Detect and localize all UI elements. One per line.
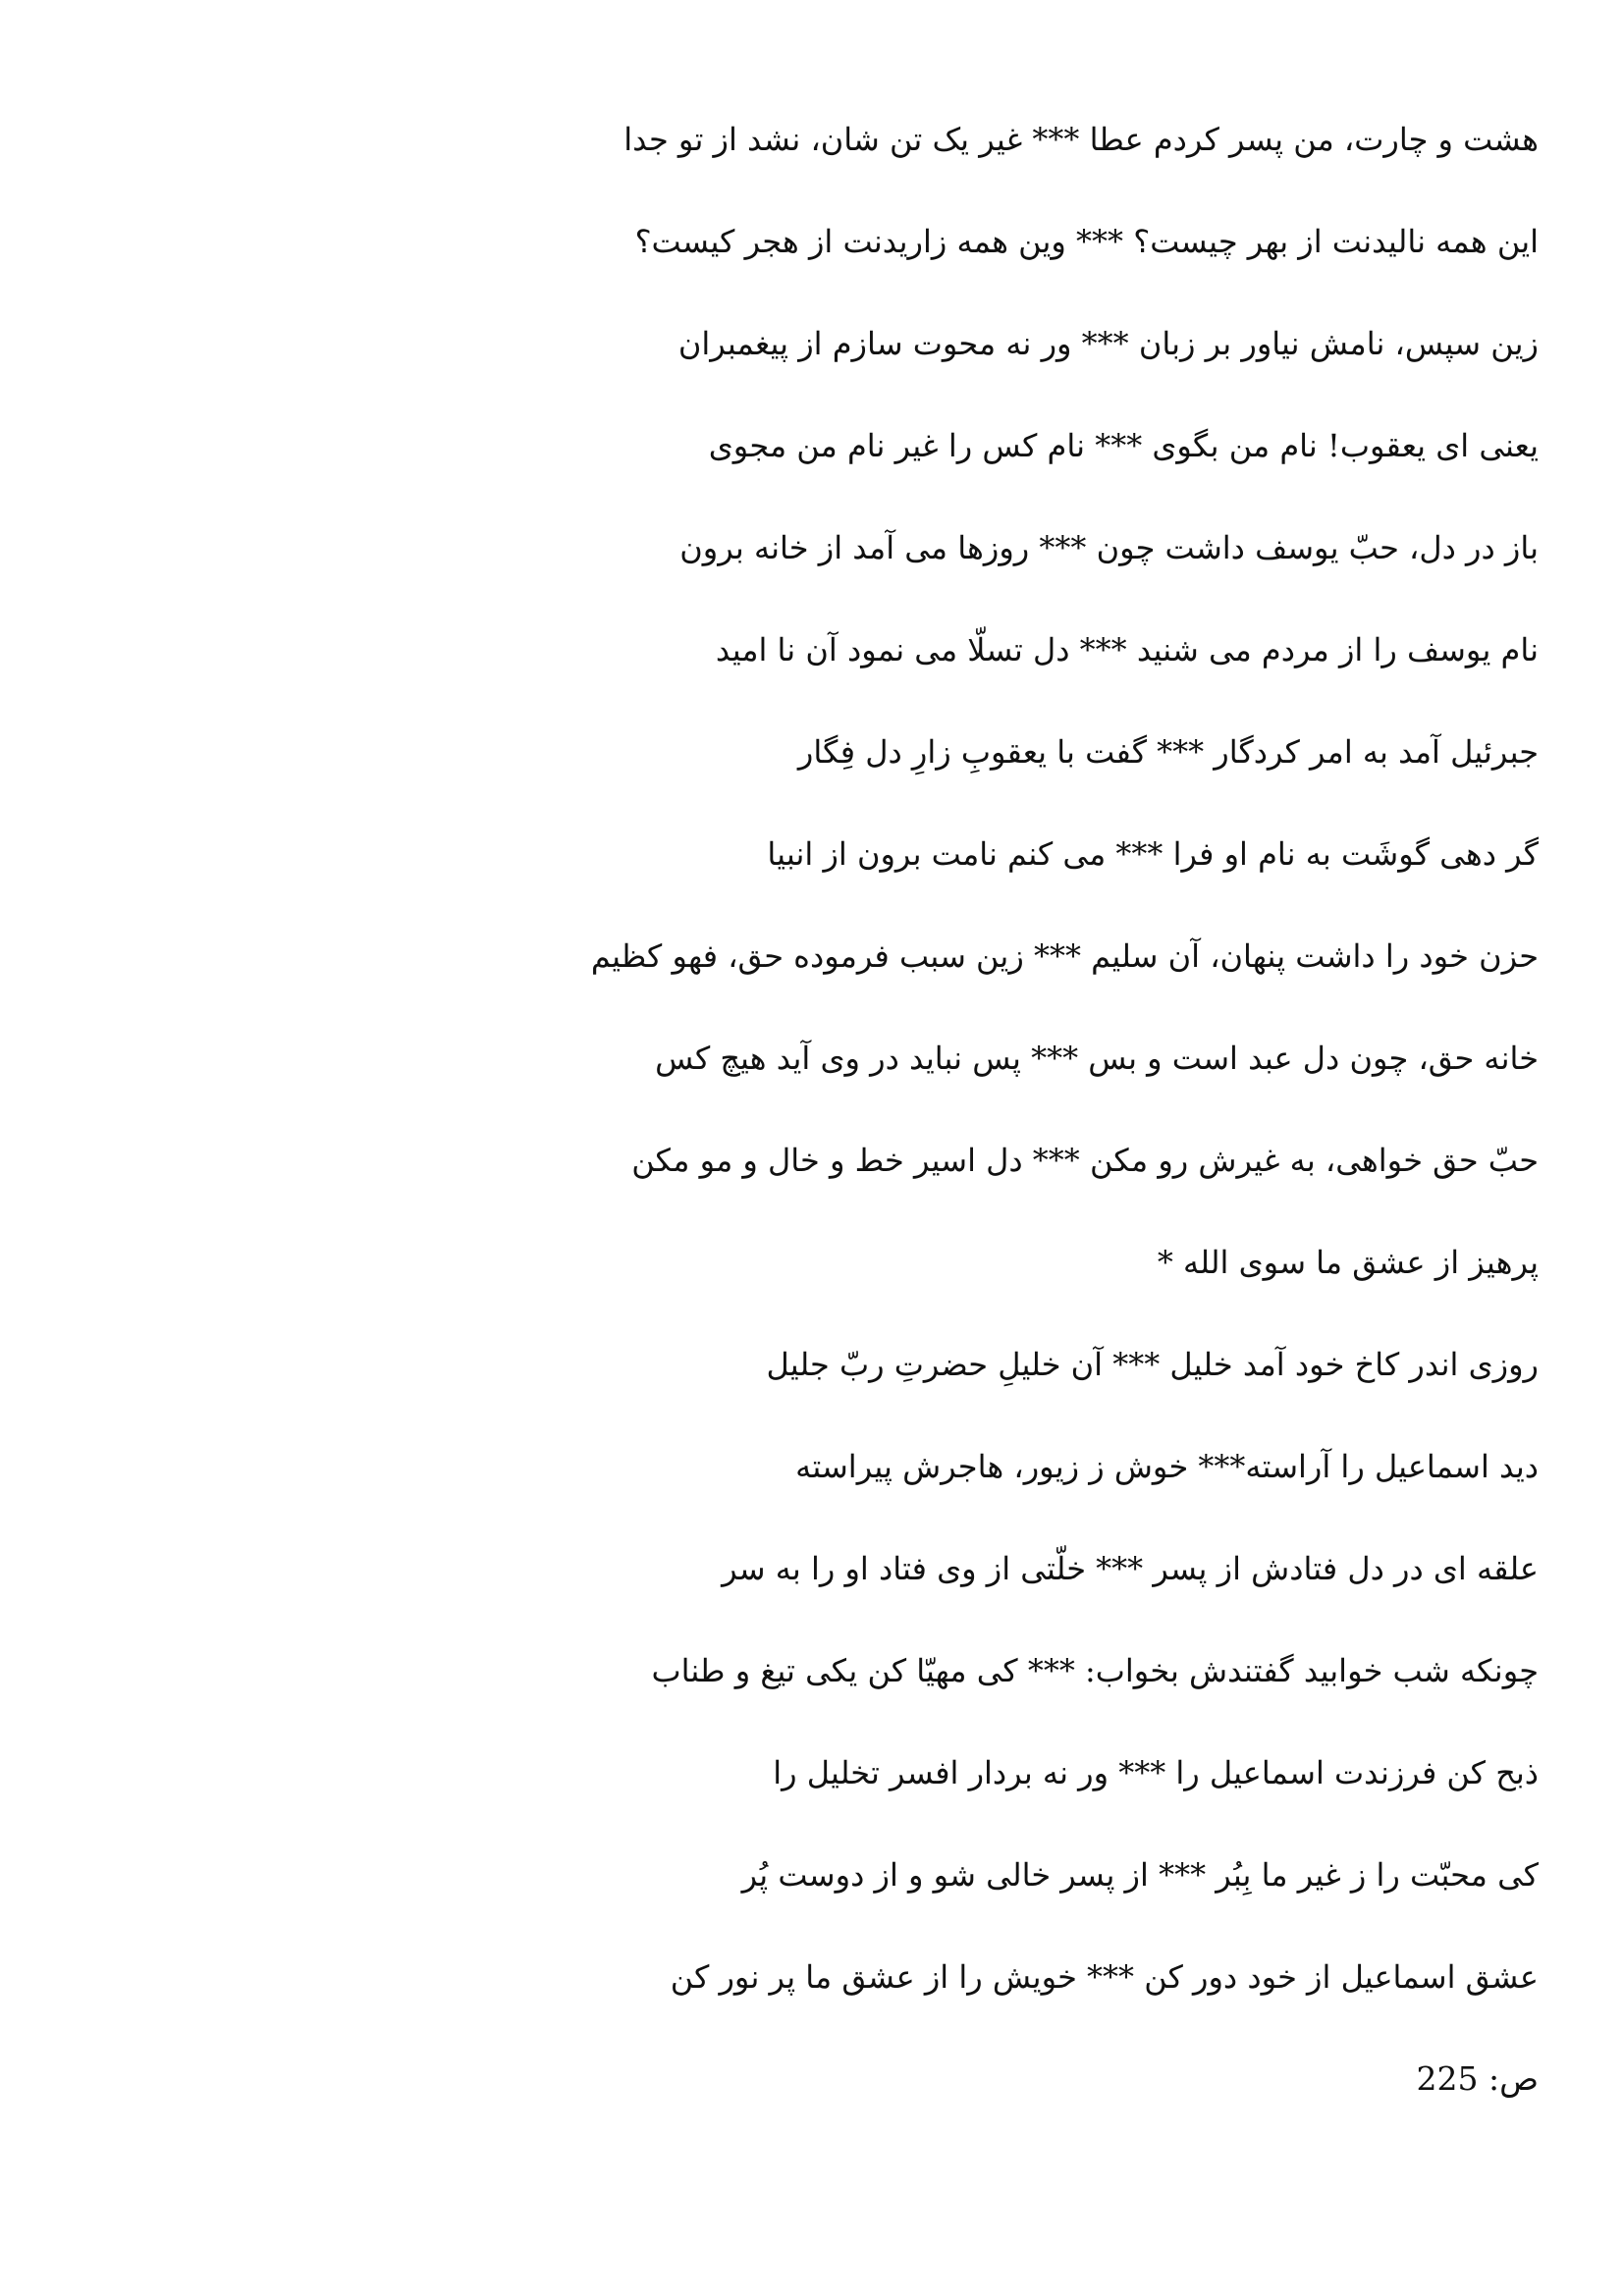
verse-line: ذبح کن فرزندت اسماعیل را *** ور نه بردار افسر تخلیل را (773, 1754, 1539, 1791)
verse-line: باز در دل، حبّ یوسف داشت چون *** روزها می آمد از خانه برون (679, 529, 1539, 566)
page-number: ص: 225 (1416, 2059, 1539, 2098)
verse-line: جبرئیل آمد به امر کردگار *** گفت با یعقوبِ زارِ دل فِگار (797, 733, 1539, 771)
verse-line: حبّ حق خواهی، به غیرش رو مکن *** دل اسیر خط و خال و مو مکن (631, 1142, 1539, 1179)
verse-line: چونکه شب خوابید گفتندش بخواب: *** کی مهیّا کن یکی تیغ و طناب (651, 1652, 1539, 1689)
verse-line: یعنی ای یعقوب! نام من بگوی *** نام کس را غیر نام من مجوی (708, 427, 1539, 464)
section-heading: پرهیز از عشق ما سوی الله * (1157, 1244, 1539, 1281)
verse-line: این همه نالیدنت از بهر چیست؟ *** وین همه زاریدنت از هجر کیست؟ (634, 223, 1539, 260)
verse-line: گر دهی گوشَت به نام او فرا *** می کنم نامت برون از انبیا (767, 835, 1539, 873)
verse-line: علقه ای در دل فتادش از پسر *** خلّتی از وی فتاد او را به سر (722, 1550, 1539, 1587)
verse-line: نام یوسف را از مردم می شنید *** دل تسلّا می نمود آن نا امید (715, 631, 1539, 668)
verse-line: کی محبّت را ز غیر ما بِبُر *** از پسر خالی شو و از دوست پُر (741, 1856, 1539, 1894)
verse-line: دید اسماعیل را آراسته*** خوش ز زیور، هاجرش پیراسته (795, 1448, 1539, 1485)
verse-line: هشت و چارت، من پسر کردم عطا *** غیر یک تن شان، نشد از تو جدا (623, 121, 1539, 158)
poem-text (459, 110, 1539, 2109)
verse-line: عشق اسماعیل از خود دور کن *** خویش را از عشق ما پر نور کن (670, 1958, 1539, 1996)
verse-line: حزن خود را داشت پنهان، آن سلیم *** زین سبب فرموده حق، فهو کظیم (590, 937, 1539, 975)
verse-line: روزی اندر کاخ خود آمد خلیل *** آن خلیلِ حضرتِ ربّ جلیل (766, 1346, 1539, 1383)
verse-line: خانه حق، چون دل عبد است و بس *** پس نباید در وی آید هیچ کس (655, 1040, 1539, 1077)
verse-line: زین سپس، نامش نیاور بر زبان *** ور نه محوت سازم از پیغمبران (677, 325, 1539, 362)
